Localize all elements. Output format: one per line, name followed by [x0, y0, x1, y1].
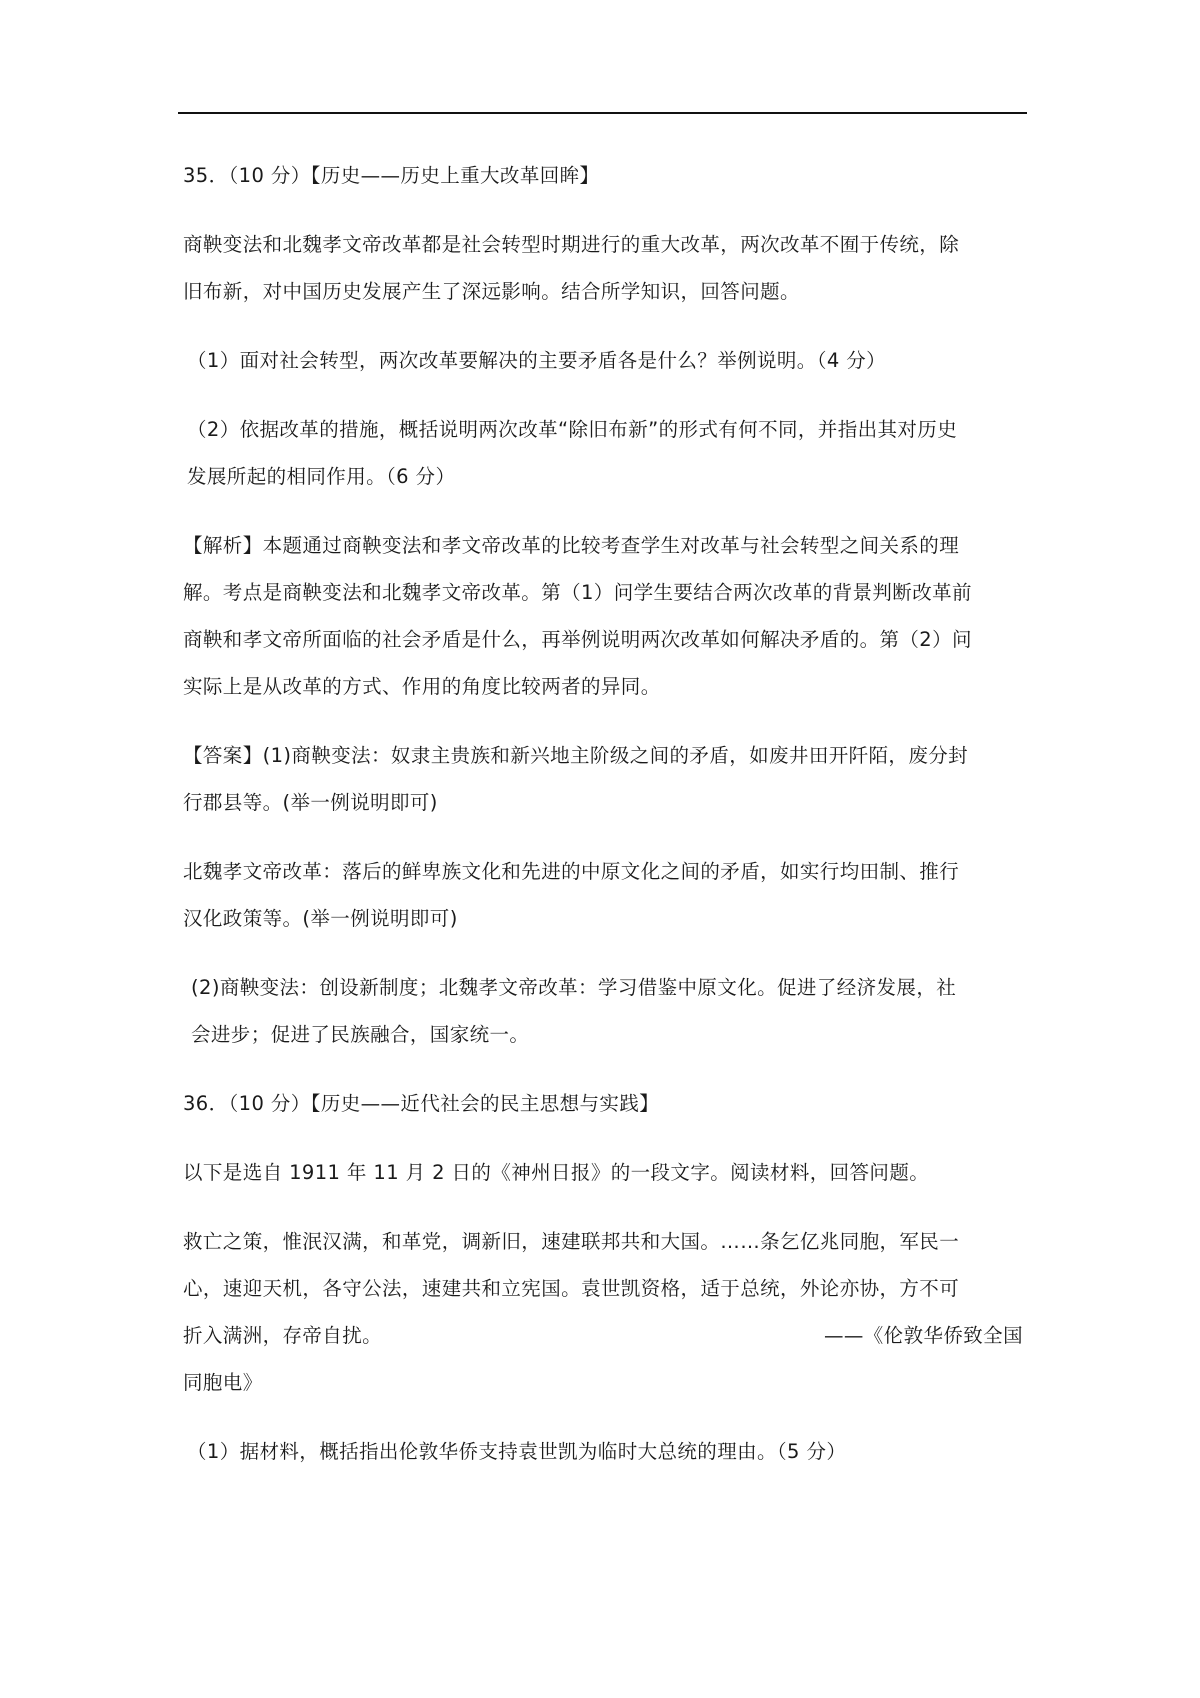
- question-35-intro: [183, 221, 1025, 315]
- text-line: (2)商鞅变法：创设新制度；北魏孝文帝改革：学习借鉴中原文化。促进了经济发展，社: [191, 976, 957, 999]
- question-35-answer-part-1b: [183, 848, 1025, 942]
- text-line: 商鞅变法和北魏孝文帝改革都是社会转型时期进行的重大改革，两次改革不囿于传统，除: [183, 233, 960, 256]
- text-line: 救亡之策，惟泯汉满，和革党，调新旧，速建联邦共和大国。……条乞亿兆同胞，军民一: [183, 1230, 960, 1253]
- text-line: 【解析】本题通过商鞅变法和孝文帝改革的比较考查学生对改革与社会转型之间关系的理: [183, 534, 960, 557]
- document-content: [183, 152, 1025, 1497]
- source-attribution-continuation: 同胞电》: [183, 1371, 263, 1394]
- text-line: （2）依据改革的措施，概括说明两次改革“除旧布新”的形式有何不同，并指出其对历史: [187, 418, 958, 441]
- question-35-subquestion-1: [183, 337, 1025, 384]
- question-36-title: [183, 1080, 1025, 1127]
- text-line: 行郡县等。(举一例说明即可): [183, 791, 438, 814]
- header-rule: [178, 112, 1027, 114]
- text-line: （1）面对社会转型，两次改革要解决的主要矛盾各是什么？举例说明。（4 分）: [187, 349, 887, 372]
- text-line: 实际上是从改革的方式、作用的角度比较两者的异同。: [183, 675, 661, 698]
- question-35-analysis: [183, 522, 1025, 710]
- text-line: 折入满洲，存帝自扰。: [183, 1324, 383, 1347]
- question-35-subquestion-2: [183, 406, 1025, 500]
- text-line: 35．（10 分）【历史——历史上重大改革回眸】: [183, 164, 600, 187]
- question-36-intro: [183, 1149, 1025, 1196]
- text-line: 汉化政策等。(举一例说明即可): [183, 907, 458, 930]
- text-line: 发展所起的相同作用。（6 分）: [187, 465, 456, 488]
- text-line: （1）据材料，概括指出伦敦华侨支持袁世凯为临时大总统的理由。（5 分）: [187, 1440, 847, 1463]
- text-line: 北魏孝文帝改革：落后的鲜卑族文化和先进的中原文化之间的矛盾，如实行均田制、推行: [183, 860, 960, 883]
- question-35-answer-part-1: [183, 732, 1025, 826]
- question-35-title: [183, 152, 1025, 199]
- text-line: 旧布新，对中国历史发展产生了深远影响。结合所学知识，回答问题。: [183, 280, 800, 303]
- question-36-material: [183, 1218, 1025, 1406]
- question-36-subquestion-1: [183, 1428, 1025, 1475]
- text-line: 36．（10 分）【历史——近代社会的民主思想与实践】: [183, 1092, 660, 1115]
- text-line: 【答案】(1)商鞅变法：奴隶主贵族和新兴地主阶级之间的矛盾，如废井田开阡陌，废分封: [183, 744, 969, 767]
- text-line: 商鞅和孝文帝所面临的社会矛盾是什么，再举例说明两次改革如何解决矛盾的。第（2）问: [183, 628, 972, 651]
- text-line: 解。考点是商鞅变法和北魏孝文帝改革。第（1）问学生要结合两次改革的背景判断改革前: [183, 581, 972, 604]
- source-attribution: ——《伦敦华侨致全国: [823, 1324, 1023, 1347]
- material-last-line-with-source: [183, 1312, 1025, 1359]
- text-line: 会进步；促进了民族融合，国家统一。: [191, 1023, 530, 1046]
- text-line: 以下是选自 1911 年 11 月 2 日的《神州日报》的一段文字。阅读材料，回答问题。: [183, 1161, 930, 1184]
- text-line: 心，速迎天机，各守公法，速建共和立宪国。袁世凯资格，适于总统，外论亦协，方不可: [183, 1277, 960, 1300]
- question-35-answer-part-2: [183, 964, 1025, 1058]
